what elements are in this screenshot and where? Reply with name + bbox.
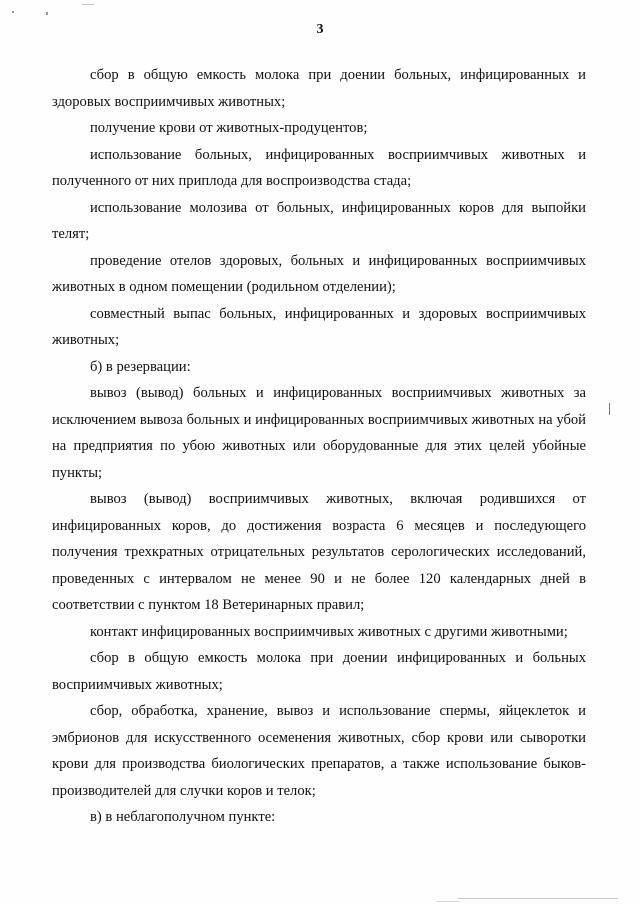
paragraph: вывоз (вывод) восприимчивых животных, включая родившихся от инфицированных коров, до достижения возраста 6 месяцев и последующего получения трехкратных отрицательных результатов серологических исследований, проведенных с интервалом не менее 90 и не более 120 календарных дней в соответствии с пунктом 18 Ветеринарных правил; (52, 491, 586, 613)
paragraph: получение крови от животных-продуцентов; (90, 120, 368, 136)
scan-bottom-line (458, 898, 618, 899)
paragraph: использование молозива от больных, инфицированных коров для выпойки телят; (52, 199, 586, 242)
page-number: 3 (316, 22, 324, 37)
scan-speck (46, 12, 48, 15)
scan-edge-mark (609, 403, 610, 415)
paragraph: вывоз (вывод) больных и инфицированных восприимчивых животных за исключением вывоза больных и инфицированных восприимчивых животных на убой на предприятия по убою животных или оборудованные для этих целей убойные пункты; (52, 385, 586, 481)
document-body (52, 62, 586, 831)
paragraph: контакт инфицированных восприимчивых животных с другими животными; (90, 623, 568, 640)
paragraph: сбор в общую емкость молока при доении инфицированных и больных восприимчивых животных; (52, 650, 586, 693)
scan-speck (82, 4, 94, 5)
scan-bottom-line (436, 901, 460, 902)
paragraph: использование больных, инфицированных восприимчивых животных и полученного от них приплода для воспроизводства стада; (52, 146, 586, 189)
paragraph: сбор, обработка, хранение, вывоз и использование спермы, яйцеклеток и эмбрионов для искусственного осеменения животных, сбор крови или сыворотки крови для производства биологических препаратов, а также использование быков-производителей для случки коров и телок; (52, 703, 586, 799)
paragraph: проведение отелов здоровых, больных и инфицированных восприимчивых животных в одном помещении (родильном отделении); (52, 252, 586, 295)
scan-speck (12, 11, 14, 13)
paragraph: сбор в общую емкость молока при доении больных, инфицированных и здоровых восприимчивых животных; (52, 67, 586, 110)
paragraph: совместный выпас больных, инфицированных и здоровых восприимчивых животных; (52, 305, 586, 348)
section-heading: б) в резервации: (90, 358, 191, 375)
section-heading: в) в неблагополучном пункте: (90, 809, 276, 825)
